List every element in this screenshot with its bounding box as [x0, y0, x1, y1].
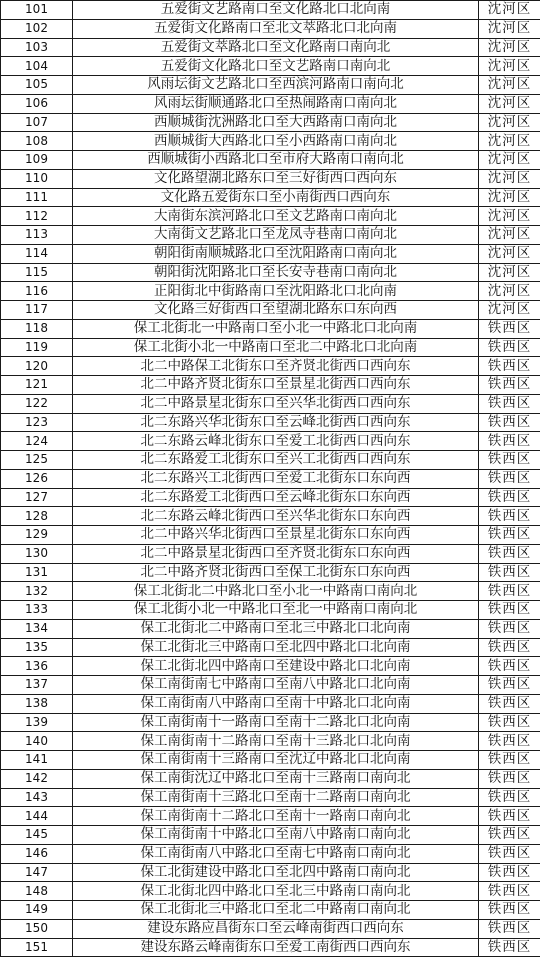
road-section-cell: 保工南街南十二路南口至南十三路北口北向南	[73, 732, 479, 751]
road-section-cell: 保工北街北二中路南口至北三中路北口北向南	[73, 619, 479, 638]
table-row	[1, 188, 540, 207]
road-section-cell: 北二东路兴工北街西口至爱工北街东口东向西	[73, 469, 479, 488]
road-section-cell: 五爱街文艺路南口至文化路北口北向南	[73, 1, 479, 20]
table-row	[1, 282, 540, 301]
table-row	[1, 432, 540, 451]
table-row	[1, 619, 540, 638]
road-section-cell: 建设东路应昌街东口至云峰南街西口西向东	[73, 919, 479, 938]
table-row	[1, 132, 540, 151]
table-row	[1, 901, 540, 920]
table-row	[1, 113, 540, 132]
table-row	[1, 263, 540, 282]
row-number-cell: 125	[1, 451, 73, 470]
row-number-cell: 145	[1, 826, 73, 845]
district-cell: 沈河区	[479, 1, 540, 20]
table-row	[1, 413, 540, 432]
district-cell: 铁西区	[479, 544, 540, 563]
road-section-cell: 北二东路兴华北街东口至云峰北街西口西向东	[73, 413, 479, 432]
table-body	[1, 1, 540, 957]
row-number-cell: 101	[1, 1, 73, 20]
road-section-cell: 北二中路齐贤北街西口至保工北街东口东向西	[73, 563, 479, 582]
district-cell: 铁西区	[479, 413, 540, 432]
row-number-cell: 133	[1, 601, 73, 620]
road-section-cell: 北二中路保工北街东口至齐贤北街西口西向东	[73, 357, 479, 376]
road-section-cell: 保工北街北一中路南口至小北一中路北口北向南	[73, 319, 479, 338]
table-row	[1, 638, 540, 657]
road-section-cell: 保工南街南八中路北口至南七中路南口南向北	[73, 844, 479, 863]
table-row	[1, 38, 540, 57]
road-section-cell: 保工北街北三中路北口至北二中路南口南向北	[73, 901, 479, 920]
table-row	[1, 694, 540, 713]
district-cell: 铁西区	[479, 807, 540, 826]
district-cell: 铁西区	[479, 788, 540, 807]
road-section-cell: 西顺城街小西路北口至市府大路南口南向北	[73, 151, 479, 170]
row-number-cell: 147	[1, 863, 73, 882]
table-row	[1, 451, 540, 470]
table-row	[1, 526, 540, 545]
road-section-cell: 保工北街北四中路南口至建设中路北口北向南	[73, 657, 479, 676]
row-number-cell: 112	[1, 207, 73, 226]
district-cell: 铁西区	[479, 732, 540, 751]
district-cell: 铁西区	[479, 769, 540, 788]
row-number-cell: 130	[1, 544, 73, 563]
district-cell: 铁西区	[479, 319, 540, 338]
row-number-cell: 136	[1, 657, 73, 676]
table-row	[1, 544, 540, 563]
row-number-cell: 118	[1, 319, 73, 338]
table-row	[1, 376, 540, 395]
road-section-cell: 保工北街北二中路北口至小北一中路南口南向北	[73, 582, 479, 601]
table-row	[1, 919, 540, 938]
road-section-cell: 文化路望湖北路东口至三好街西口西向东	[73, 169, 479, 188]
road-section-cell: 五爱街文化路北口至文艺路南口南向北	[73, 57, 479, 76]
district-cell: 铁西区	[479, 376, 540, 395]
district-cell: 铁西区	[479, 357, 540, 376]
row-number-cell: 115	[1, 263, 73, 282]
road-section-cell: 北二中路景星北街西口至齐贤北街东口东向西	[73, 544, 479, 563]
district-cell: 沈河区	[479, 19, 540, 38]
district-cell: 铁西区	[479, 526, 540, 545]
table-row	[1, 226, 540, 245]
row-number-cell: 107	[1, 113, 73, 132]
table-row	[1, 807, 540, 826]
district-cell: 铁西区	[479, 488, 540, 507]
table-row	[1, 713, 540, 732]
table-row	[1, 751, 540, 770]
row-number-cell: 102	[1, 19, 73, 38]
table-row	[1, 863, 540, 882]
table-row	[1, 338, 540, 357]
table-row	[1, 151, 540, 170]
row-number-cell: 124	[1, 432, 73, 451]
road-section-cell: 五爱街文萃路北口至文化路南口南向北	[73, 38, 479, 57]
district-cell: 沈河区	[479, 188, 540, 207]
road-section-cell: 保工北街小北一中路南口至北二中路北口北向南	[73, 338, 479, 357]
road-section-cell: 保工南街南十三路北口至南十二路南口南向北	[73, 788, 479, 807]
district-cell: 铁西区	[479, 451, 540, 470]
district-cell: 铁西区	[479, 563, 540, 582]
district-cell: 铁西区	[479, 582, 540, 601]
road-section-cell: 北二东路爱工北街东口至兴工北街西口西向东	[73, 451, 479, 470]
road-section-cell: 保工北街小北一中路北口至北一中路南口南向北	[73, 601, 479, 620]
table-row	[1, 357, 540, 376]
district-cell: 沈河区	[479, 226, 540, 245]
district-cell: 铁西区	[479, 507, 540, 526]
row-number-cell: 120	[1, 357, 73, 376]
table-row	[1, 938, 540, 957]
table-row	[1, 76, 540, 95]
table-row	[1, 507, 540, 526]
row-number-cell: 103	[1, 38, 73, 57]
row-number-cell: 110	[1, 169, 73, 188]
road-section-cell: 保工北街建设中路北口至北四中路南口南向北	[73, 863, 479, 882]
district-cell: 铁西区	[479, 882, 540, 901]
row-number-cell: 149	[1, 901, 73, 920]
district-cell: 沈河区	[479, 282, 540, 301]
road-section-cell: 保工南街南十中路北口至南八中路南口南向北	[73, 826, 479, 845]
row-number-cell: 148	[1, 882, 73, 901]
district-cell: 铁西区	[479, 469, 540, 488]
district-cell: 铁西区	[479, 938, 540, 957]
district-cell: 沈河区	[479, 207, 540, 226]
district-cell: 铁西区	[479, 694, 540, 713]
table-row	[1, 244, 540, 263]
row-number-cell: 141	[1, 751, 73, 770]
road-section-cell: 保工南街南十一路南口至南十二路北口北向南	[73, 713, 479, 732]
row-number-cell: 108	[1, 132, 73, 151]
district-cell: 铁西区	[479, 601, 540, 620]
table-row	[1, 301, 540, 320]
road-section-cell: 北二中路景星北街东口至兴华北街西口西向东	[73, 394, 479, 413]
table-row	[1, 57, 540, 76]
district-cell: 铁西区	[479, 901, 540, 920]
row-number-cell: 150	[1, 919, 73, 938]
table-row	[1, 319, 540, 338]
district-cell: 沈河区	[479, 94, 540, 113]
road-section-cell: 风雨坛街顺通路北口至热闹路南口南向北	[73, 94, 479, 113]
table-row	[1, 169, 540, 188]
road-section-cell: 保工北街北四中路北口至北三中路南口南向北	[73, 882, 479, 901]
road-section-cell: 保工南街沈辽中路北口至南十三路南口南向北	[73, 769, 479, 788]
road-section-cell: 北二东路云峰北街西口至兴华北街东口东向西	[73, 507, 479, 526]
district-cell: 铁西区	[479, 338, 540, 357]
row-number-cell: 132	[1, 582, 73, 601]
district-cell: 铁西区	[479, 394, 540, 413]
table-row	[1, 19, 540, 38]
road-section-cell: 保工北街北三中路南口至北四中路北口北向南	[73, 638, 479, 657]
district-cell: 沈河区	[479, 263, 540, 282]
district-cell: 沈河区	[479, 151, 540, 170]
row-number-cell: 137	[1, 676, 73, 695]
road-section-cell: 保工南街南八中路南口至南十中路北口北向南	[73, 694, 479, 713]
district-cell: 沈河区	[479, 57, 540, 76]
row-number-cell: 138	[1, 694, 73, 713]
row-number-cell: 142	[1, 769, 73, 788]
table-row	[1, 882, 540, 901]
road-section-cell: 北二东路爱工北街西口至云峰北街东口东向西	[73, 488, 479, 507]
table-row	[1, 94, 540, 113]
district-cell: 铁西区	[479, 751, 540, 770]
table-row	[1, 488, 540, 507]
row-number-cell: 126	[1, 469, 73, 488]
road-section-cell: 西顺城街沈洲路北口至大西路南口南向北	[73, 113, 479, 132]
row-number-cell: 139	[1, 713, 73, 732]
row-number-cell: 131	[1, 563, 73, 582]
row-number-cell: 134	[1, 619, 73, 638]
row-number-cell: 106	[1, 94, 73, 113]
row-number-cell: 151	[1, 938, 73, 957]
district-cell: 铁西区	[479, 619, 540, 638]
row-number-cell: 117	[1, 301, 73, 320]
district-cell: 铁西区	[479, 844, 540, 863]
table-row	[1, 563, 540, 582]
row-number-cell: 104	[1, 57, 73, 76]
district-cell: 铁西区	[479, 919, 540, 938]
district-cell: 沈河区	[479, 38, 540, 57]
table-row	[1, 207, 540, 226]
row-number-cell: 135	[1, 638, 73, 657]
row-number-cell: 114	[1, 244, 73, 263]
table-row	[1, 582, 540, 601]
road-section-cell: 大南街东滨河路北口至文艺路南口南向北	[73, 207, 479, 226]
road-section-cell: 保工南街南七中路南口至南八中路北口北向南	[73, 676, 479, 695]
row-number-cell: 128	[1, 507, 73, 526]
row-number-cell: 140	[1, 732, 73, 751]
row-number-cell: 127	[1, 488, 73, 507]
road-section-cell: 正阳街北中街路南口至沈阳路北口北向南	[73, 282, 479, 301]
row-number-cell: 144	[1, 807, 73, 826]
row-number-cell: 123	[1, 413, 73, 432]
road-section-cell: 文化路三好街西口至望湖北路东口东向西	[73, 301, 479, 320]
district-cell: 沈河区	[479, 76, 540, 95]
row-number-cell: 111	[1, 188, 73, 207]
road-section-cell: 保工南街南十三路南口至沈辽中路北口北向南	[73, 751, 479, 770]
road-section-cell: 保工南街南十二路北口至南十一路南口南向北	[73, 807, 479, 826]
road-section-cell: 北二中路兴华北街西口至景星北街东口东向西	[73, 526, 479, 545]
road-section-cell: 风雨坛街文艺路北口至西滨河路南口南向北	[73, 76, 479, 95]
row-number-cell: 105	[1, 76, 73, 95]
row-number-cell: 122	[1, 394, 73, 413]
table-row	[1, 788, 540, 807]
row-number-cell: 129	[1, 526, 73, 545]
table-row	[1, 1, 540, 20]
district-cell: 沈河区	[479, 132, 540, 151]
district-cell: 铁西区	[479, 713, 540, 732]
table-row	[1, 469, 540, 488]
row-number-cell: 119	[1, 338, 73, 357]
row-number-cell: 109	[1, 151, 73, 170]
row-number-cell: 121	[1, 376, 73, 395]
district-cell: 铁西区	[479, 863, 540, 882]
row-number-cell: 116	[1, 282, 73, 301]
district-cell: 沈河区	[479, 113, 540, 132]
table-row	[1, 657, 540, 676]
road-section-cell: 北二东路云峰北街东口至爱工北街西口西向东	[73, 432, 479, 451]
row-number-cell: 113	[1, 226, 73, 245]
road-section-cell: 朝阳街沈阳路北口至长安寺巷南口南向北	[73, 263, 479, 282]
road-section-cell: 文化路五爱街东口至小南街西口西向东	[73, 188, 479, 207]
table-row	[1, 732, 540, 751]
district-cell: 铁西区	[479, 638, 540, 657]
table-row	[1, 601, 540, 620]
road-section-cell: 大南街文艺路北口至龙凤寺巷南口南向北	[73, 226, 479, 245]
district-cell: 铁西区	[479, 432, 540, 451]
table-row	[1, 826, 540, 845]
table-row	[1, 844, 540, 863]
road-section-cell: 北二中路齐贤北街东口至景星北街西口西向东	[73, 376, 479, 395]
road-section-cell: 建设东路云峰南街东口至爱工南街西口西向东	[73, 938, 479, 957]
table-row	[1, 676, 540, 695]
row-number-cell: 146	[1, 844, 73, 863]
district-cell: 铁西区	[479, 826, 540, 845]
table-row	[1, 769, 540, 788]
district-cell: 沈河区	[479, 169, 540, 188]
road-section-cell: 朝阳街南顺城路北口至沈阳路南口南向北	[73, 244, 479, 263]
road-section-cell: 西顺城街大西路北口至小西路南口南向北	[73, 132, 479, 151]
district-cell: 沈河区	[479, 244, 540, 263]
road-section-cell: 五爱街文化路南口至北文萃路北口北向南	[73, 19, 479, 38]
row-number-cell: 143	[1, 788, 73, 807]
district-cell: 沈河区	[479, 301, 540, 320]
district-cell: 铁西区	[479, 676, 540, 695]
table-row	[1, 394, 540, 413]
district-cell: 铁西区	[479, 657, 540, 676]
